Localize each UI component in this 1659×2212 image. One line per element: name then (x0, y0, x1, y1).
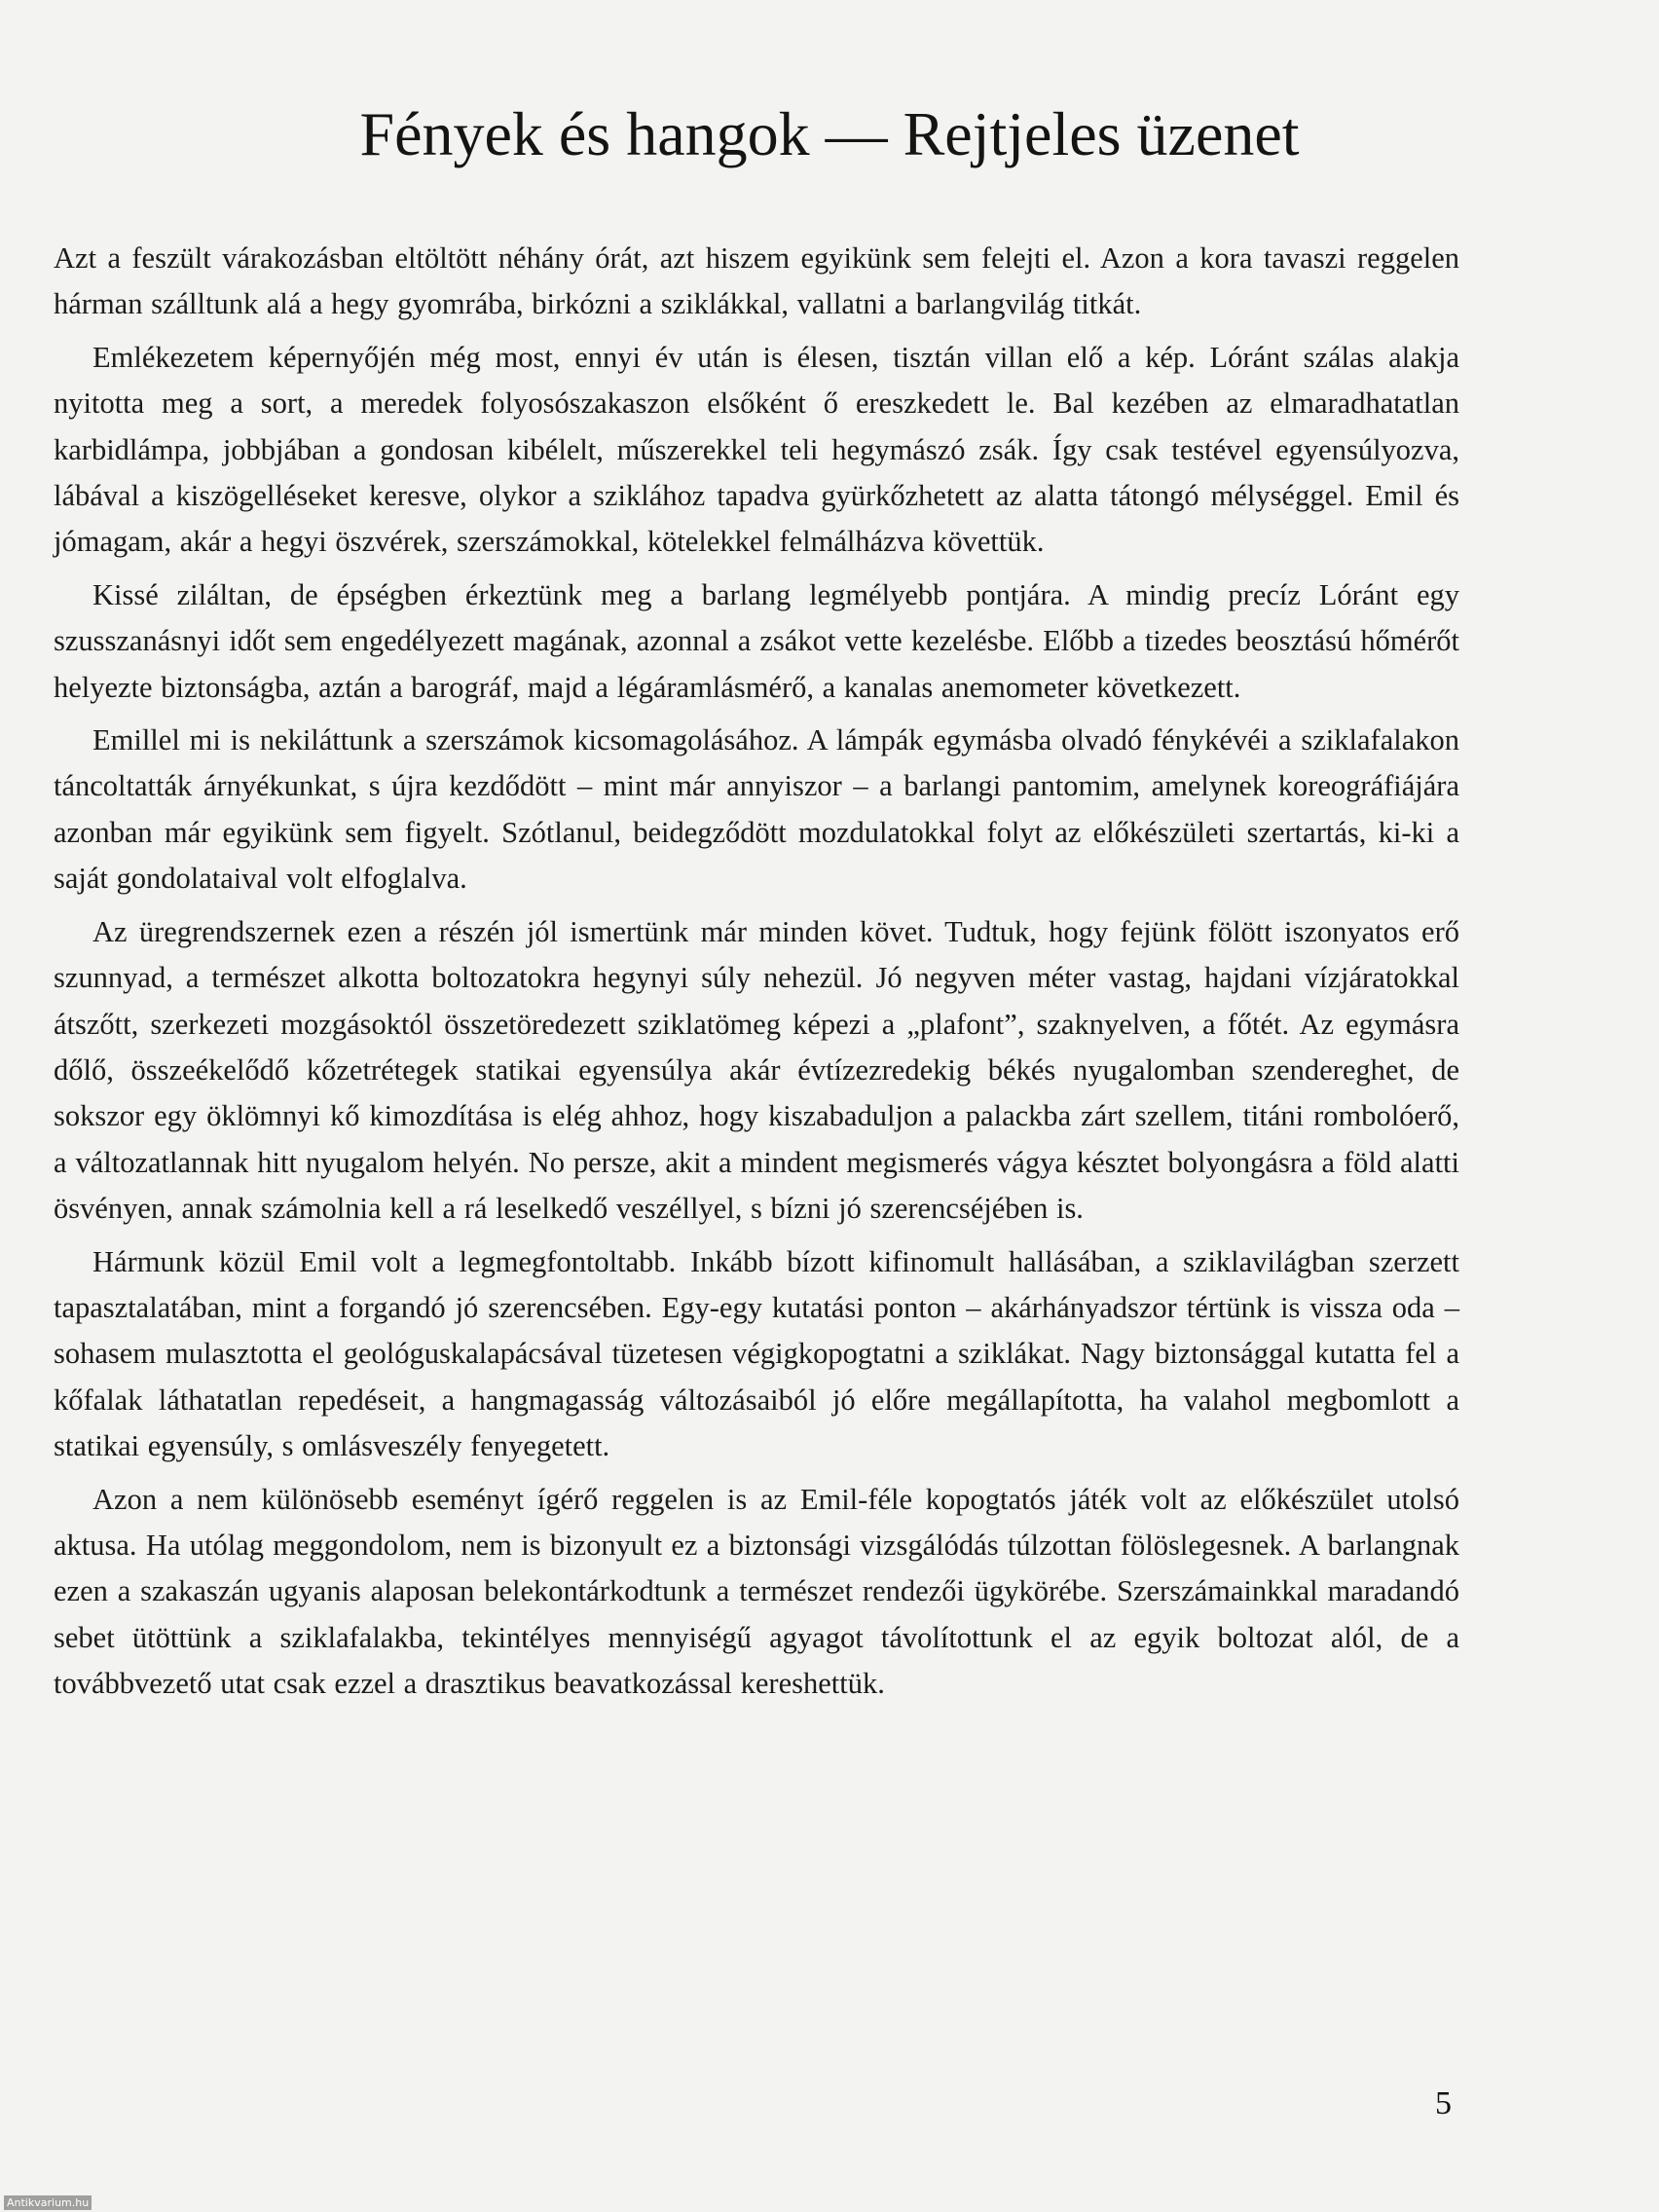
paragraph-1: Azt a feszült várakozásban eltöltött néhány órát, azt hiszem egyikünk sem felejti el. Azon a kora tavaszi reggelen hárman szálltunk alá a hegy gyomrába, birkózni a sziklákkal, vallatni a barlangvilág titkát. (54, 241, 1459, 321)
paragraph-6: Hármunk közül Emil volt a legmegfontoltabb. Inkább bízott kifinomult hallásában, a sziklavilágban szerzett tapasztalatában, mint a forgandó jó szerencsében. Egy-egy kutatási ponton – akárhányadszor tértünk is vissza oda – sohasem mulasztotta el geológuskalapácsával tüzetesen végigkopogtatni a sziklákat. Nagy biztonsággal kutatta fel a kőfalak láthatatlan repedéseit, a hangmagasság változásaiból jó előre megállapította, ha valahol megbomlott a statikai egyensúly, s omlásveszély fenyegetett. (54, 1244, 1459, 1463)
paragraph-3: Kissé ziláltan, de épségben érkeztünk meg a barlang legmélyebb pontjára. A mindig precíz Lóránt egy szusszanásnyi időt sem engedélyezett magának, azonnal a zsákot vette kezelésbe. Előbb a tizedes beosztású hőmérőt helyezte biztonságba, aztán a barográf, majd a légáramlásmérő, a kanalas anemometer következett. (54, 577, 1459, 704)
page-number: 5 (1435, 2085, 1452, 2121)
paragraph-7: Azon a nem különösebb eseményt ígérő reggelen is az Emil-féle kopogtatós játék volt az előkészület utolsó aktusa. Ha utólag meggondolom, nem is bizonyult ez a biztonsági vizsgálódás túlzottan fölöslegesnek. A barlangnak ezen a szakaszán ugyanis alaposan belekontárkodtunk a természet rendezői ügykörébe. Szerszámainkkal maradandó sebet ütöttünk a sziklafalakba, tekintélyes mennyiségű agyagot távolítottunk el az egyik boltozat alól, de a továbbvezető utat csak ezzel a drasztikus beavatkozással kereshettük. (54, 1482, 1459, 1701)
body-text (54, 236, 1459, 1714)
paragraph-5: Az üregrendszernek ezen a részén jól ismertünk már minden követ. Tudtuk, hogy fejünk fölött iszonyatos erő szunnyad, a természet alkotta boltozatokra hegynyi súly nehezül. Jó negyven méter vastag, hajdani vízjáratokkal átszőtt, szerkezeti mozgásoktól összetöredezett sziklatömeg képezi a „plafont”, szaknyelven, a főtét. Az egymásra dőlő, összeékelődő kőzetrétegek statikai egyensúlya akár évtízezredekig békés nyugalomban szendereghet, de sokszor egy öklömnyi kő kimozdítása is elég ahhoz, hogy kiszabaduljon a palackba zárt szellem, titáni rombolóerő, a változatlannak hitt nyugalom helyén. No persze, akit a mindent megismerés vágya késztet bolyongásra a föld alatti ösvényen, annak számolnia kell a rá leselkedő veszéllyel, s bízni jó szerencséjében is. (54, 914, 1459, 1226)
watermark: Antikvarium.hu (4, 2195, 92, 2210)
chapter-title: Fények és hangok — Rejtjeles üzenet (359, 99, 1300, 168)
paragraph-4: Emillel mi is nekiláttunk a szerszámok kicsomagolásához. A lámpák egymásba olvadó fénykévéi a sziklafalakon táncoltatták árnyékunkat, s újra kezdődött – mint már annyiszor – a barlangi pantomim, amelynek koreográfiájára azonban már egyikünk sem figyelt. Szótlanul, beidegződött mozdulatokkal folyt az előkészületi szertartás, ki-ki a saját gondolataival volt elfoglalva. (54, 723, 1459, 896)
paragraph-2: Emlékezetem képernyőjén még most, ennyi év után is élesen, tisztán villan elő a kép. Lóránt szálas alakja nyitotta meg a sort, a meredek folyosószakaszon elsőként ő ereszkedett le. Bal kezében az elmaradhatatlan karbidlámpa, jobbjában a gondosan kibélelt, műszerekkel teli hegymászó zsák. Így csak testével egyensúlyozva, lábával a kiszögelléseket keresve, olykor a sziklához tapadva gyürkőzhetett az alatta tátongó mélységgel. Emil és jómagam, akár a hegyi öszvérek, szerszámokkal, kötelekkel felmálházva követtük. (54, 340, 1459, 559)
